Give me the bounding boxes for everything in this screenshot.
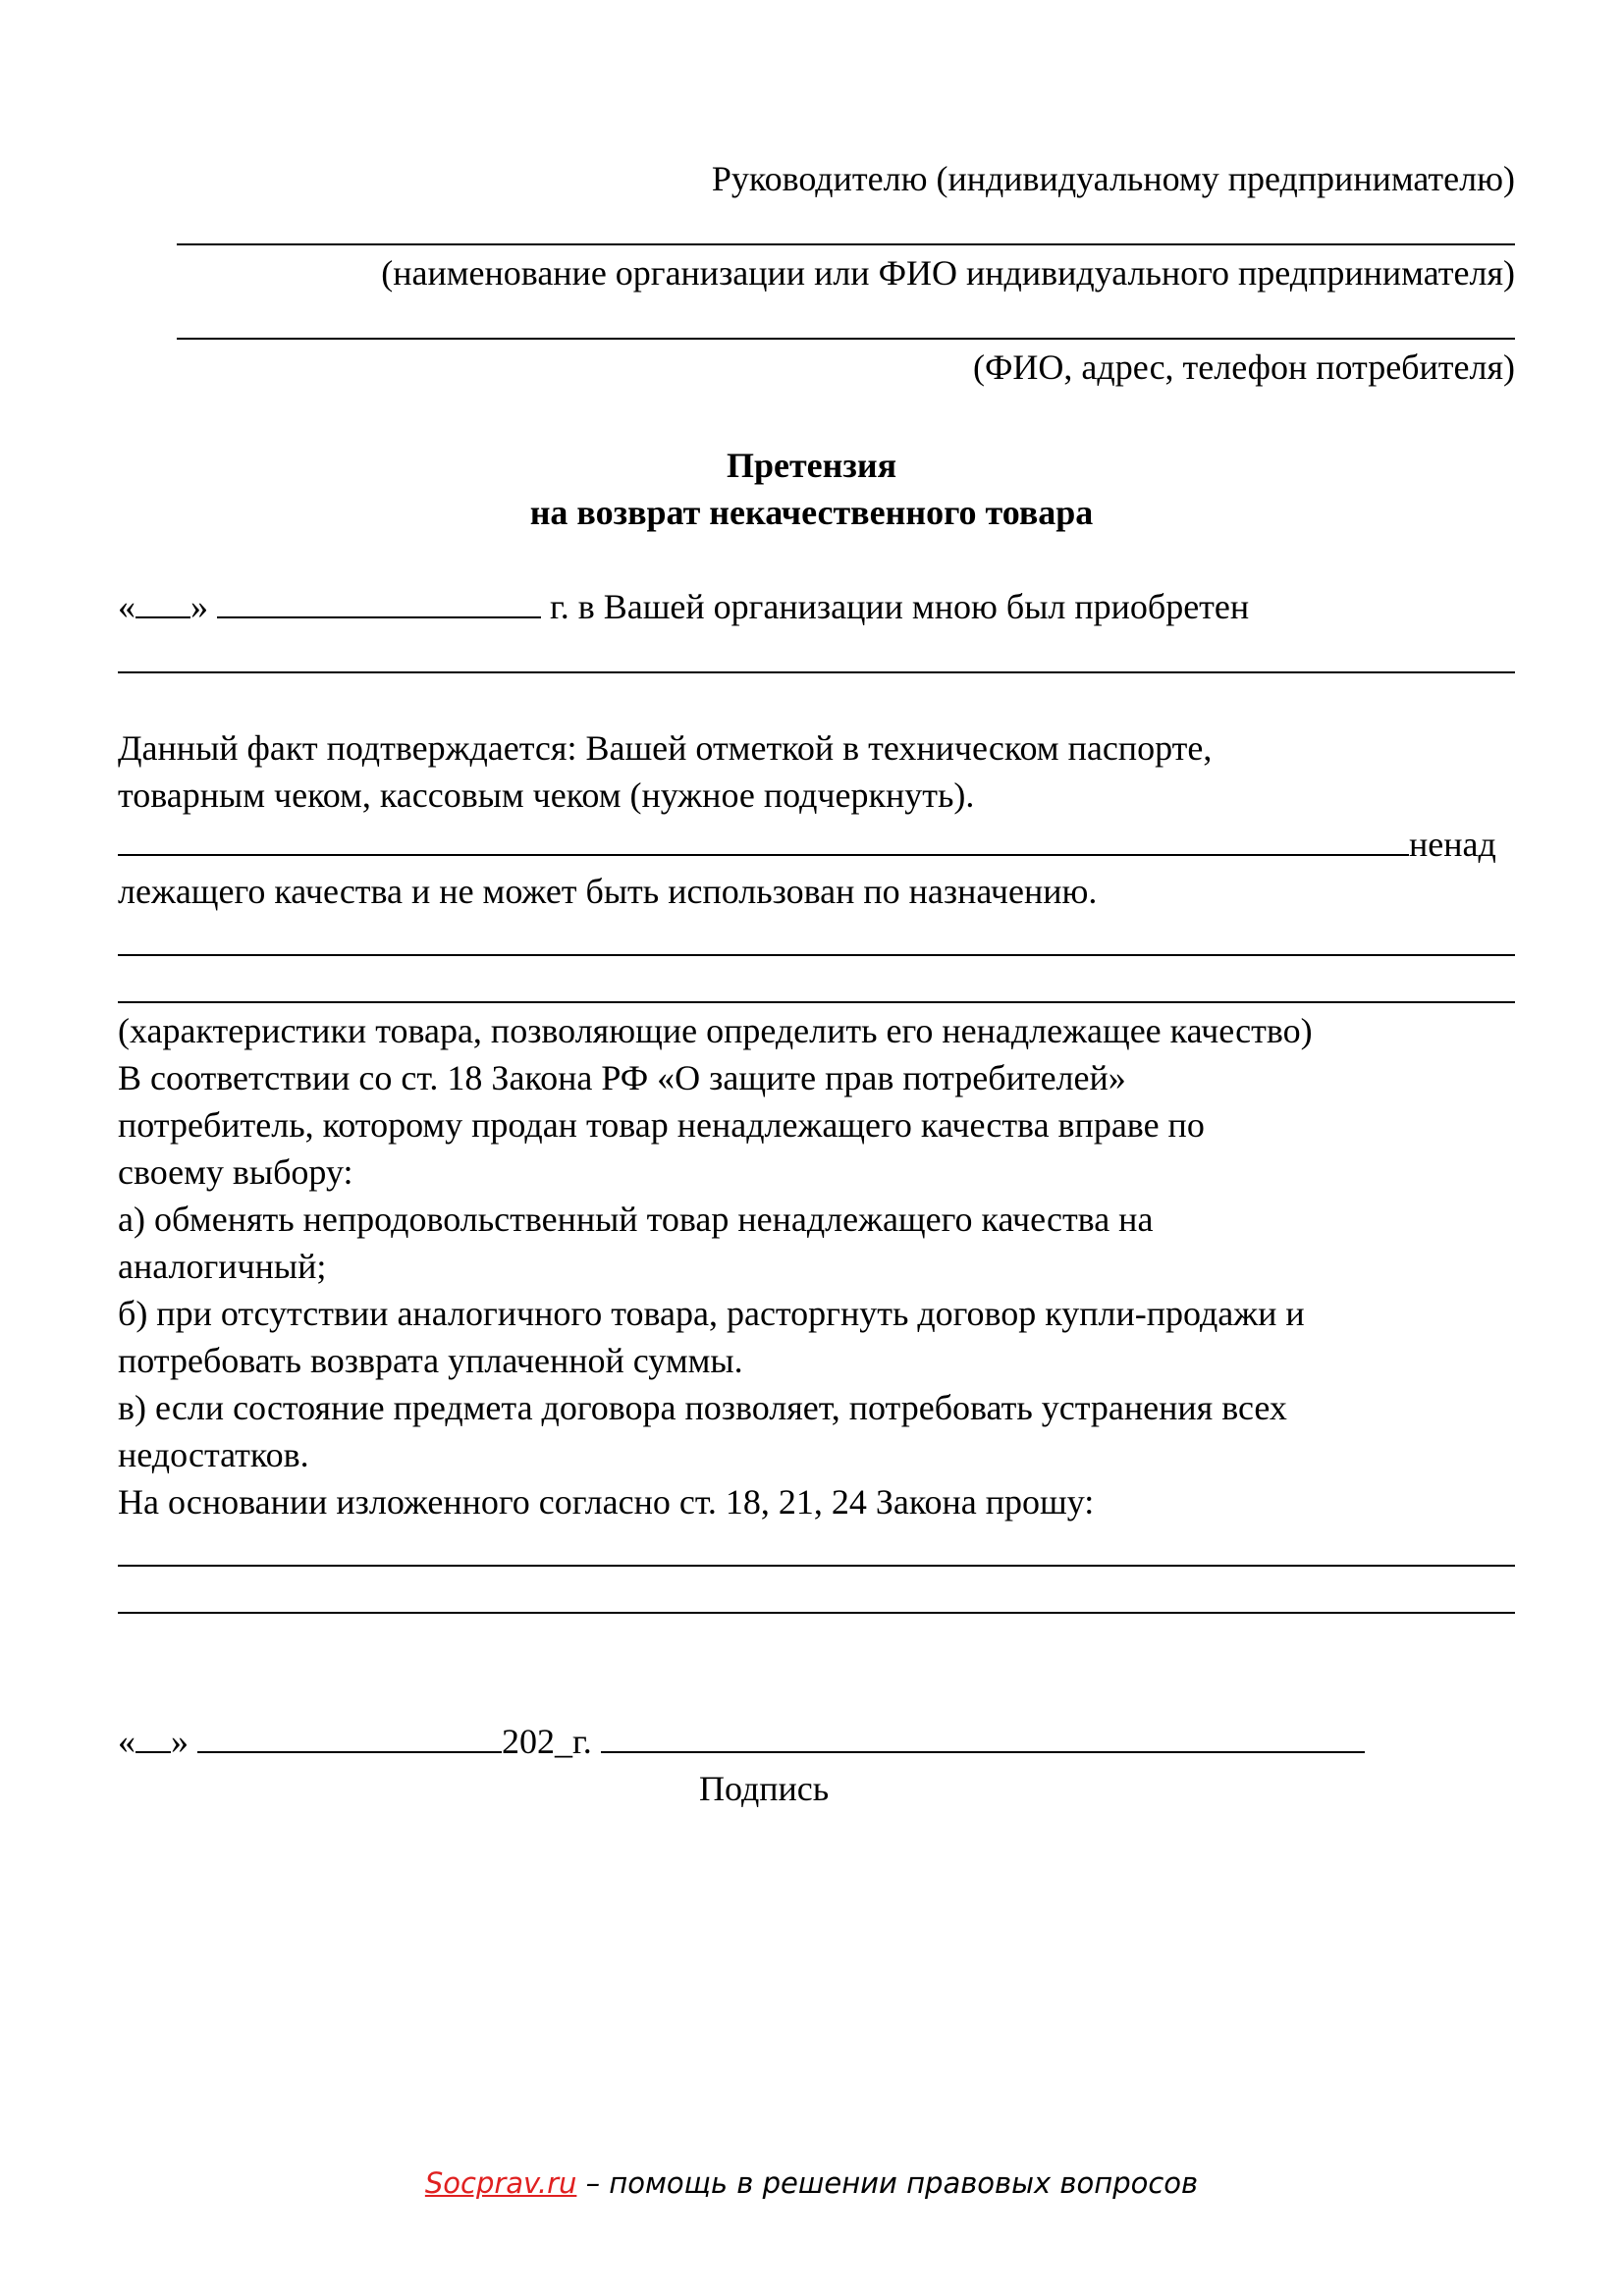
characteristics-hint: (характеристики товара, позволяющие определить его ненадлежащее качество) (118, 1011, 1313, 1050)
request-line: На основании изложенного согласно ст. 18, 21, 24 Закона прошу: (118, 1482, 1095, 1522)
law-line-2: потребитель, которому продан товар ненадлежащего качества вправе по (118, 1105, 1205, 1145)
option-b-line-1: б) при отсутствии аналогичного товара, расторгнуть договор купли-продажи и (118, 1294, 1305, 1333)
month-blank (217, 587, 541, 618)
document-title: Претензия (726, 446, 897, 485)
document-subtitle: на возврат некачественного товара (529, 493, 1094, 532)
purchase-line (118, 585, 1249, 628)
characteristics-blank-2 (118, 1001, 1515, 1003)
recipient-hint: (наименование организации или ФИО индивидуального предпринимателя) (381, 253, 1515, 293)
purchase-text: г. в Вашей организации мною был приобретен (550, 587, 1250, 626)
day-blank (135, 587, 190, 618)
defect-end: ненад (1409, 825, 1496, 864)
footer-tagline: – помощь в решении правовых вопросов (576, 2166, 1199, 2200)
defect-blank (118, 825, 1409, 856)
law-line-1: В соответствии со ст. 18 Закона РФ «О защите прав потребителей» (118, 1058, 1126, 1097)
organization-blank (177, 243, 1515, 245)
characteristics-blank-1 (118, 954, 1515, 956)
consumer-blank (177, 338, 1515, 340)
defect-line (118, 823, 1496, 866)
signature-blank (601, 1722, 1365, 1753)
defect-continuation: лежащего качества и не может быть использован по назначению. (118, 872, 1098, 911)
site-link[interactable]: Socprav.ru (424, 2166, 577, 2200)
request-blank-1 (118, 1565, 1515, 1567)
consumer-hint: (ФИО, адрес, телефон потребителя) (972, 347, 1515, 387)
option-a-line-2: аналогичный; (118, 1247, 327, 1286)
signature-line (118, 1720, 1365, 1763)
request-blank-2 (118, 1612, 1515, 1614)
footer (0, 2165, 1623, 2201)
confirm-line-2: товарным чеком, кассовым чеком (нужное подчеркнуть). (118, 775, 975, 815)
signature-label: Подпись (699, 1769, 830, 1808)
option-b-line-2: потребовать возврата уплаченной суммы. (118, 1341, 743, 1380)
sign-close-quote: » (171, 1722, 189, 1761)
option-c-line-2: недостатков. (118, 1435, 309, 1474)
sign-day-blank (135, 1722, 171, 1753)
law-line-3: своему выбору: (118, 1152, 353, 1192)
product-blank (118, 671, 1515, 673)
sign-open-quote: « (118, 1722, 135, 1761)
close-quote: » (190, 587, 208, 626)
recipient-line: Руководителю (индивидуальному предпринимателю) (711, 159, 1515, 198)
sign-month-blank (197, 1722, 502, 1753)
open-quote: « (118, 587, 135, 626)
option-c-line-1: в) если состояние предмета договора позволяет, потребовать устранения всех (118, 1388, 1287, 1427)
option-a-line-1: а) обменять непродовольственный товар ненадлежащего качества на (118, 1200, 1154, 1239)
sign-year: 202_г. (502, 1722, 592, 1761)
confirm-line-1: Данный факт подтверждается: Вашей отметкой в техническом паспорте, (118, 728, 1213, 768)
